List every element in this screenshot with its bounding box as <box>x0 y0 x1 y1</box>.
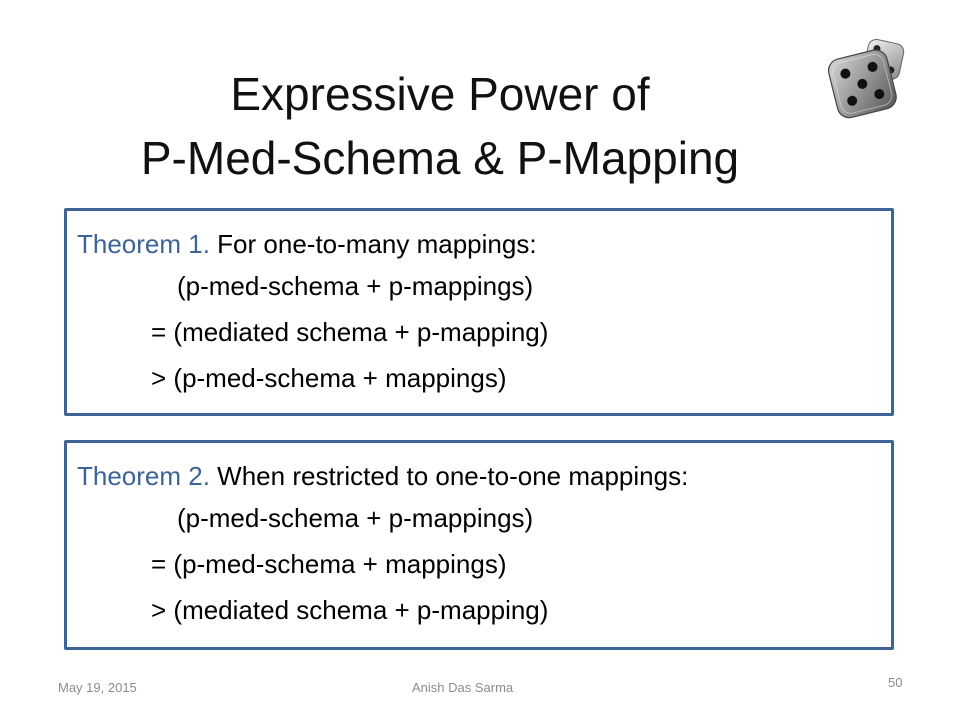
theorem-1-line-3: > (p-med-schema + mappings) <box>151 363 507 393</box>
theorem-1-heading <box>77 225 881 263</box>
title-line-2: P-Med-Schema & P-Mapping <box>140 132 740 184</box>
theorem-1-line-1: (p-med-schema + p-mappings) <box>177 271 534 301</box>
theorem-1-box <box>64 208 894 416</box>
dice-icon <box>818 36 914 132</box>
theorem-2-line-2: = (p-med-schema + mappings) <box>151 549 507 579</box>
footer-date: May 19, 2015 <box>58 680 137 695</box>
theorem-1-line-2: = (mediated schema + p-mapping) <box>151 317 549 347</box>
theorem-2-label: Theorem 2. <box>77 461 210 491</box>
footer-author: Anish Das Sarma <box>412 680 514 695</box>
title-line-1: Expressive Power of <box>230 68 650 120</box>
theorem-1-statement: For one-to-many mappings: <box>209 229 537 259</box>
theorem-2-line-3: > (mediated schema + p-mapping) <box>151 595 549 625</box>
theorem-1-label: Theorem 1. <box>77 229 210 259</box>
theorem-2-heading <box>77 457 881 495</box>
slide-title <box>60 62 820 190</box>
theorem-2-box <box>64 440 894 650</box>
theorem-2-statement: When restricted to one-to-one mappings: <box>209 461 689 491</box>
page-number: 50 <box>888 675 903 690</box>
theorem-2-line-1: (p-med-schema + p-mappings) <box>177 503 534 533</box>
